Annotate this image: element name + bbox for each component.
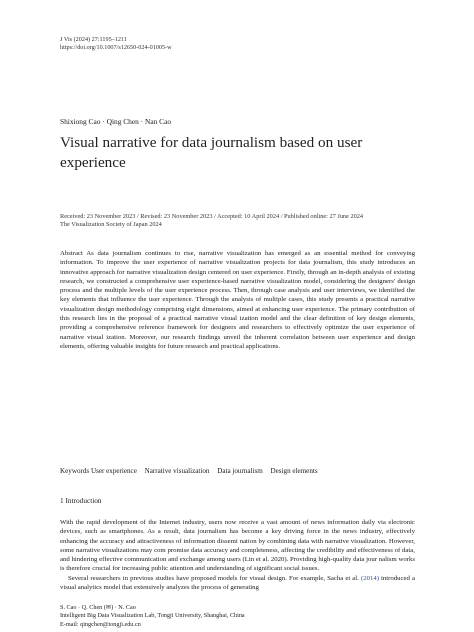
paragraph (60, 574, 415, 593)
introduction-body (60, 518, 415, 592)
journal-header (60, 36, 172, 52)
dates-line: Received: 23 November 2023 / Revised: 23 November 2023 / Accepted: 10 April 2024 / Published online: 27 June 2024 (60, 213, 364, 220)
abstract: Abstract As data journalism continues to rise, narrative visualization has emerged as an essential method for conveying information. To improve the user experience of narrative visualization projects for data journalism, this study introduces an innovative approach for narrative visualization design centered on user experience. Firstly, through an in-depth analysis of existing research, we constructed a comprehensive user experience-based narrative visualization model, considering the designers' design process and the multiple levels of the user experience process. Then, through case analysis and user interviews, we identified the key elements that influence the user experience. Through the analysis of multiple cases, this study presents a practical narrative visualization design methodology comprising eight dimensions, aimed at enhancing user experience. The primary contribution of this research lies in the proposal of a practical narrative visual ization model and the clear definition of key design elements, providing a comprehensive reference framework for designers and researchers to effectively optimize the user experience of narrative visual ization. Moreover, our research findings unveil the inherent correlation between user experience and design elements, offering valuable insights for future research and practical applications. (60, 250, 415, 350)
paragraph: With the rapid development of the Internet industry, users now receive a vast amount of news information daily via electronic devices, such as smartphones. As a result, data journalism has become a key driving force in the news industry, effectively enhancing the accuracy and attractiveness of information dissemi nation by combining data with narrative visualization. However, some narrative visualizations may com promise data accuracy and completeness, affecting the credibility and effectiveness of data, and hindering effective communication and exchange among users (Lin et al. 2020). Providing high-quality data jour nalism works is therefore crucial for increasing public attention and understanding of significant social issues. (60, 519, 415, 573)
footnote-email[interactable]: E-mail: qingchen@tongji.edu.cn (60, 620, 141, 628)
paragraph-text: introduced a visual analytics model that extensively analyzes the process of generating (60, 574, 415, 591)
keyword: User experience (90, 467, 137, 475)
author-list: Shixiong Cao · Qing Chen · Nan Cao (60, 117, 172, 126)
keyword: Design elements (270, 467, 318, 475)
publication-dates (60, 213, 363, 229)
keyword: Narrative visualization (144, 467, 210, 475)
section-title: Introduction (65, 496, 102, 505)
section-heading (60, 496, 102, 505)
keywords-label: Keywords (60, 467, 90, 475)
journal-citation: J Vis (2024) 27:1195–1211 (60, 36, 127, 43)
keyword: Data journalism (217, 467, 263, 475)
footnote-authors: S. Cao · Q. Chen (✉) · N. Cao (60, 604, 136, 611)
author-footnote (60, 604, 245, 629)
footnote-affiliation: Intelligent Big Data Visualization Lab, Tongji University, Shanghai, China (60, 612, 245, 620)
paper-title: Visual narrative for data journalism based on user experience (60, 134, 363, 171)
section-number: 1 (60, 496, 64, 505)
doi-link[interactable]: https://doi.org/10.1007/s12650-024-01005-w (60, 44, 172, 51)
keywords-row (60, 467, 324, 475)
paragraph-text: Several researchers in previous studies have proposed models for visual design. For example, Sacha et al. (68, 574, 361, 582)
citation-link[interactable]: (2014) (360, 574, 379, 582)
copyright-line: The Visualization Society of Japan 2024 (60, 221, 162, 229)
